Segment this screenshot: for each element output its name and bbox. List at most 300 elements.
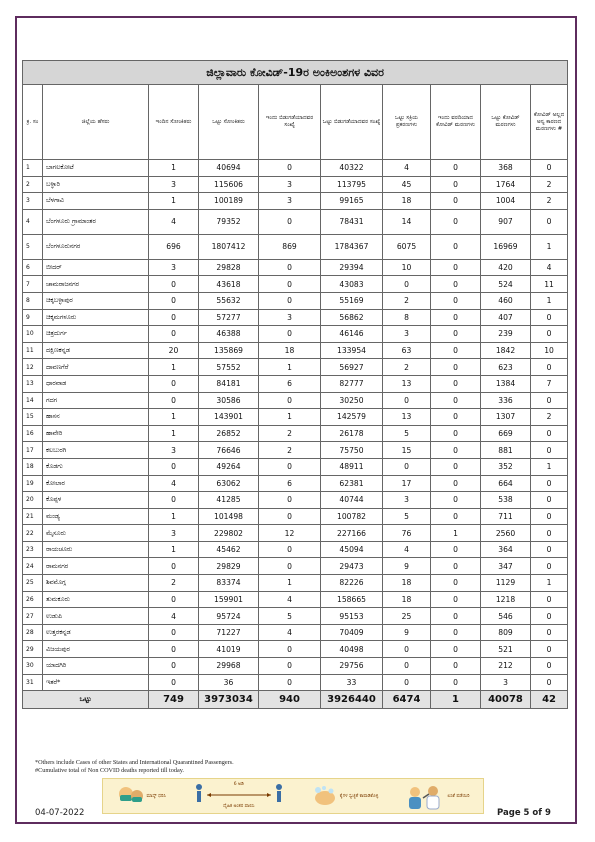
row-today-discharged: 0 xyxy=(259,674,321,691)
row-non-covid-deaths: 0 xyxy=(531,674,568,691)
table-row xyxy=(23,575,568,592)
row-sl: 9 xyxy=(23,309,43,326)
row-total-deaths: 407 xyxy=(481,309,531,326)
row-district: ಚಾಮರಾಜನಗರ xyxy=(43,276,149,293)
row-total-discharged: 99165 xyxy=(321,193,383,210)
row-active-cases: 18 xyxy=(383,193,431,210)
total-row xyxy=(23,691,568,709)
row-today-cases: 3 xyxy=(149,525,199,542)
row-total-cases: 84181 xyxy=(199,375,259,392)
table-row xyxy=(23,508,568,525)
row-today-cases: 3 xyxy=(149,259,199,276)
row-sl: 4 xyxy=(23,209,43,234)
row-active-cases: 0 xyxy=(383,458,431,475)
row-total-deaths: 1384 xyxy=(481,375,531,392)
row-today-deaths: 0 xyxy=(431,326,481,343)
row-today-deaths: 0 xyxy=(431,276,481,293)
total-today-deaths: 1 xyxy=(431,691,481,709)
row-total-discharged: 40498 xyxy=(321,641,383,658)
row-total-deaths: 881 xyxy=(481,442,531,459)
row-total-discharged: 29473 xyxy=(321,558,383,575)
row-sl: 8 xyxy=(23,292,43,309)
row-non-covid-deaths: 0 xyxy=(531,475,568,492)
row-sl: 28 xyxy=(23,624,43,641)
row-sl: 21 xyxy=(23,508,43,525)
row-total-discharged: 95153 xyxy=(321,608,383,625)
table-row xyxy=(23,392,568,409)
row-today-discharged: 18 xyxy=(259,342,321,359)
row-district: ದಾವಣಗೆರೆ xyxy=(43,359,149,376)
row-total-deaths: 364 xyxy=(481,541,531,558)
row-active-cases: 10 xyxy=(383,259,431,276)
row-today-cases: 0 xyxy=(149,658,199,675)
row-today-deaths: 0 xyxy=(431,309,481,326)
row-total-cases: 46388 xyxy=(199,326,259,343)
row-district: ಕೊಡಗು xyxy=(43,458,149,475)
table-row xyxy=(23,608,568,625)
row-total-deaths: 711 xyxy=(481,508,531,525)
district-stats-table xyxy=(22,60,568,709)
row-total-cases: 76646 xyxy=(199,442,259,459)
row-total-discharged: 56862 xyxy=(321,309,383,326)
row-today-discharged: 5 xyxy=(259,608,321,625)
row-total-deaths: 1307 xyxy=(481,409,531,426)
header-active-cases: ಒಟ್ಟು ಸಕ್ರಿಯ ಪ್ರಕರಣಗಳು xyxy=(383,85,431,160)
row-today-cases: 0 xyxy=(149,326,199,343)
row-district: ದಕ್ಷಿಣಕನ್ನಡ xyxy=(43,342,149,359)
table-row xyxy=(23,641,568,658)
table-row xyxy=(23,425,568,442)
row-today-discharged: 1 xyxy=(259,359,321,376)
row-non-covid-deaths: 0 xyxy=(531,392,568,409)
row-today-deaths: 0 xyxy=(431,425,481,442)
row-today-cases: 0 xyxy=(149,392,199,409)
table-row xyxy=(23,292,568,309)
row-today-cases: 0 xyxy=(149,591,199,608)
row-total-discharged: 29394 xyxy=(321,259,383,276)
row-total-deaths: 907 xyxy=(481,209,531,234)
row-total-discharged: 29756 xyxy=(321,658,383,675)
row-total-cases: 29828 xyxy=(199,259,259,276)
row-today-cases: 3 xyxy=(149,176,199,193)
row-total-cases: 57277 xyxy=(199,309,259,326)
table-row xyxy=(23,658,568,675)
row-active-cases: 13 xyxy=(383,375,431,392)
table-row xyxy=(23,541,568,558)
row-total-cases: 229802 xyxy=(199,525,259,542)
row-today-deaths: 0 xyxy=(431,624,481,641)
table-row xyxy=(23,475,568,492)
row-today-discharged: 12 xyxy=(259,525,321,542)
row-non-covid-deaths: 0 xyxy=(531,641,568,658)
banner-hands xyxy=(312,784,379,808)
row-total-cases: 45462 xyxy=(199,541,259,558)
row-today-deaths: 0 xyxy=(431,458,481,475)
row-active-cases: 0 xyxy=(383,276,431,293)
row-total-deaths: 368 xyxy=(481,160,531,177)
table-row xyxy=(23,209,568,234)
row-today-deaths: 0 xyxy=(431,591,481,608)
header-non-covid-deaths: ಕೋವಿಡ್ ಅಲ್ಲದ ಅನ್ಯ ಕಾರಣದ ಮರಣಗಳು # xyxy=(531,85,568,160)
row-total-cases: 71227 xyxy=(199,624,259,641)
row-non-covid-deaths: 0 xyxy=(531,624,568,641)
row-today-discharged: 4 xyxy=(259,591,321,608)
row-active-cases: 25 xyxy=(383,608,431,625)
row-total-discharged: 40322 xyxy=(321,160,383,177)
row-active-cases: 4 xyxy=(383,541,431,558)
row-total-discharged: 227166 xyxy=(321,525,383,542)
row-total-discharged: 55169 xyxy=(321,292,383,309)
row-today-deaths: 0 xyxy=(431,608,481,625)
row-today-deaths: 0 xyxy=(431,193,481,210)
row-non-covid-deaths: 0 xyxy=(531,508,568,525)
row-district: ಧಾರವಾಡ xyxy=(43,375,149,392)
awareness-banner xyxy=(102,778,484,814)
row-total-discharged: 113795 xyxy=(321,176,383,193)
row-today-discharged: 0 xyxy=(259,658,321,675)
row-district: ಬಾಗಲಕೋಟೆ xyxy=(43,160,149,177)
row-today-deaths: 0 xyxy=(431,558,481,575)
row-total-cases: 41285 xyxy=(199,492,259,509)
row-active-cases: 2 xyxy=(383,359,431,376)
header-today-discharged: ಇಂದು ಬಿಡುಗಡೆಯಾದವರ ಸಂಖ್ಯೆ xyxy=(259,85,321,160)
row-sl: 19 xyxy=(23,475,43,492)
row-non-covid-deaths: 2 xyxy=(531,176,568,193)
row-non-covid-deaths: 0 xyxy=(531,525,568,542)
row-total-cases: 29968 xyxy=(199,658,259,675)
row-active-cases: 3 xyxy=(383,492,431,509)
header-row xyxy=(23,85,568,160)
table-row xyxy=(23,309,568,326)
row-total-discharged: 26178 xyxy=(321,425,383,442)
row-active-cases: 13 xyxy=(383,409,431,426)
row-today-deaths: 0 xyxy=(431,575,481,592)
row-sl: 10 xyxy=(23,326,43,343)
row-total-discharged: 56927 xyxy=(321,359,383,376)
row-sl: 12 xyxy=(23,359,43,376)
row-sl: 23 xyxy=(23,541,43,558)
row-today-cases: 1 xyxy=(149,409,199,426)
row-active-cases: 0 xyxy=(383,674,431,691)
table-row xyxy=(23,160,568,177)
banner-vaccine-text: ಲಸಿಕೆ ಪಡೆಯಿರಿ xyxy=(447,794,470,799)
row-non-covid-deaths: 0 xyxy=(531,658,568,675)
row-district: ಬಳ್ಳಾರಿ xyxy=(43,176,149,193)
row-sl: 16 xyxy=(23,425,43,442)
row-total-discharged: 40744 xyxy=(321,492,383,509)
table-row xyxy=(23,674,568,691)
row-today-deaths: 0 xyxy=(431,375,481,392)
footnote-non-covid: #Cumulative total of Non COVID deaths reported till today. xyxy=(35,767,184,774)
row-total-cases: 36 xyxy=(199,674,259,691)
row-sl: 29 xyxy=(23,641,43,658)
table-row xyxy=(23,276,568,293)
row-active-cases: 4 xyxy=(383,160,431,177)
row-total-deaths: 669 xyxy=(481,425,531,442)
row-sl: 25 xyxy=(23,575,43,592)
row-non-covid-deaths: 0 xyxy=(531,591,568,608)
banner-distance xyxy=(193,783,285,809)
table-row xyxy=(23,176,568,193)
row-today-deaths: 0 xyxy=(431,359,481,376)
total-total-discharged: 3926440 xyxy=(321,691,383,709)
row-today-deaths: 0 xyxy=(431,234,481,259)
header-sl: ಕ್ರ. ಸಂ xyxy=(23,85,43,160)
table-row xyxy=(23,259,568,276)
row-non-covid-deaths: 0 xyxy=(531,326,568,343)
row-today-discharged: 0 xyxy=(259,292,321,309)
row-today-discharged: 1 xyxy=(259,575,321,592)
row-today-cases: 0 xyxy=(149,309,199,326)
row-today-discharged: 0 xyxy=(259,541,321,558)
row-today-discharged: 2 xyxy=(259,425,321,442)
row-total-cases: 26852 xyxy=(199,425,259,442)
row-total-discharged: 33 xyxy=(321,674,383,691)
row-total-cases: 95724 xyxy=(199,608,259,625)
row-sl: 18 xyxy=(23,458,43,475)
row-district: ಚಿಕ್ಕಮಗಳೂರು xyxy=(43,309,149,326)
page-indicator xyxy=(497,808,551,818)
header-total-discharged: ಒಟ್ಟು ಬಿಡುಗಡೆಯಾದವರ ಸಂಖ್ಯೆ xyxy=(321,85,383,160)
row-today-cases: 4 xyxy=(149,475,199,492)
table-row xyxy=(23,375,568,392)
table-row xyxy=(23,359,568,376)
row-active-cases: 17 xyxy=(383,475,431,492)
row-sl: 11 xyxy=(23,342,43,359)
row-total-deaths: 809 xyxy=(481,624,531,641)
row-non-covid-deaths: 1 xyxy=(531,458,568,475)
row-total-discharged: 82226 xyxy=(321,575,383,592)
row-total-cases: 55632 xyxy=(199,292,259,309)
row-non-covid-deaths: 1 xyxy=(531,292,568,309)
row-district: ಚಿತ್ರದುರ್ಗ xyxy=(43,326,149,343)
row-district: ರಾಮನಗರ xyxy=(43,558,149,575)
row-total-discharged: 75750 xyxy=(321,442,383,459)
row-today-cases: 0 xyxy=(149,674,199,691)
row-total-discharged: 142579 xyxy=(321,409,383,426)
row-total-discharged: 30250 xyxy=(321,392,383,409)
table-row xyxy=(23,558,568,575)
total-today-discharged: 940 xyxy=(259,691,321,709)
row-district: ಶಿವಮೊಗ್ಗ xyxy=(43,575,149,592)
row-today-cases: 0 xyxy=(149,641,199,658)
row-district: ಬೆಂಗಳೂರುನಗರ xyxy=(43,234,149,259)
row-district: ರಾಯಚೂರು xyxy=(43,541,149,558)
row-district: ಕೊಪ್ಪಳ xyxy=(43,492,149,509)
table-row xyxy=(23,442,568,459)
row-active-cases: 45 xyxy=(383,176,431,193)
row-today-cases: 4 xyxy=(149,608,199,625)
row-today-deaths: 0 xyxy=(431,259,481,276)
row-sl: 27 xyxy=(23,608,43,625)
row-active-cases: 63 xyxy=(383,342,431,359)
row-total-cases: 41019 xyxy=(199,641,259,658)
row-district: ಬೀದರ್ xyxy=(43,259,149,276)
vaccine-icon xyxy=(405,782,445,810)
row-non-covid-deaths: 2 xyxy=(531,409,568,426)
row-today-deaths: 0 xyxy=(431,674,481,691)
row-today-discharged: 0 xyxy=(259,326,321,343)
row-sl: 22 xyxy=(23,525,43,542)
table-row xyxy=(23,342,568,359)
row-today-deaths: 0 xyxy=(431,492,481,509)
row-total-deaths: 1764 xyxy=(481,176,531,193)
row-total-discharged: 158665 xyxy=(321,591,383,608)
row-active-cases: 14 xyxy=(383,209,431,234)
row-total-cases: 115606 xyxy=(199,176,259,193)
row-district: ಬೆಳಗಾವಿ xyxy=(43,193,149,210)
page-mid: of xyxy=(529,808,545,818)
row-active-cases: 76 xyxy=(383,525,431,542)
row-district: ಯಾದಗಿರಿ xyxy=(43,658,149,675)
row-total-discharged: 43083 xyxy=(321,276,383,293)
row-today-discharged: 0 xyxy=(259,458,321,475)
row-today-discharged: 0 xyxy=(259,558,321,575)
row-active-cases: 0 xyxy=(383,392,431,409)
row-today-discharged: 2 xyxy=(259,442,321,459)
table-row xyxy=(23,591,568,608)
row-total-discharged: 82777 xyxy=(321,375,383,392)
row-district: ವಿಜಯಪುರ xyxy=(43,641,149,658)
row-sl: 7 xyxy=(23,276,43,293)
row-district: ಹಾಸನ xyxy=(43,409,149,426)
row-total-deaths: 546 xyxy=(481,608,531,625)
row-today-discharged: 869 xyxy=(259,234,321,259)
row-total-deaths: 1129 xyxy=(481,575,531,592)
row-sl: 2 xyxy=(23,176,43,193)
row-total-cases: 79352 xyxy=(199,209,259,234)
row-non-covid-deaths: 0 xyxy=(531,209,568,234)
row-total-discharged: 70409 xyxy=(321,624,383,641)
page-total: 9 xyxy=(544,808,551,818)
row-today-cases: 0 xyxy=(149,458,199,475)
page-prefix: Page xyxy=(497,808,524,818)
row-today-deaths: 0 xyxy=(431,508,481,525)
footnotes xyxy=(35,759,234,775)
row-total-deaths: 524 xyxy=(481,276,531,293)
row-sl: 26 xyxy=(23,591,43,608)
row-active-cases: 5 xyxy=(383,508,431,525)
row-active-cases: 0 xyxy=(383,641,431,658)
row-today-cases: 3 xyxy=(149,442,199,459)
row-sl: 13 xyxy=(23,375,43,392)
row-today-cases: 0 xyxy=(149,558,199,575)
banner-mask xyxy=(117,783,166,809)
total-total-cases: 3973034 xyxy=(199,691,259,709)
row-district: ಮೈಸೂರು xyxy=(43,525,149,542)
row-today-discharged: 0 xyxy=(259,492,321,509)
row-active-cases: 0 xyxy=(383,658,431,675)
table-body xyxy=(23,160,568,691)
table-row xyxy=(23,458,568,475)
row-total-cases: 101498 xyxy=(199,508,259,525)
row-total-deaths: 16969 xyxy=(481,234,531,259)
total-label: ಒಟ್ಟು xyxy=(23,691,149,709)
row-today-cases: 696 xyxy=(149,234,199,259)
row-today-deaths: 0 xyxy=(431,475,481,492)
row-total-deaths: 3 xyxy=(481,674,531,691)
table-row xyxy=(23,409,568,426)
row-total-deaths: 352 xyxy=(481,458,531,475)
row-today-cases: 1 xyxy=(149,193,199,210)
row-sl: 5 xyxy=(23,234,43,259)
table-row xyxy=(23,525,568,542)
table-row xyxy=(23,326,568,343)
row-total-cases: 63062 xyxy=(199,475,259,492)
row-today-cases: 2 xyxy=(149,575,199,592)
row-total-cases: 1807412 xyxy=(199,234,259,259)
row-active-cases: 9 xyxy=(383,624,431,641)
row-today-deaths: 0 xyxy=(431,541,481,558)
row-sl: 3 xyxy=(23,193,43,210)
row-non-covid-deaths: 0 xyxy=(531,359,568,376)
row-total-cases: 83374 xyxy=(199,575,259,592)
row-sl: 24 xyxy=(23,558,43,575)
row-today-cases: 1 xyxy=(149,541,199,558)
row-today-deaths: 0 xyxy=(431,342,481,359)
table-row xyxy=(23,193,568,210)
row-total-deaths: 239 xyxy=(481,326,531,343)
row-today-deaths: 0 xyxy=(431,176,481,193)
row-today-deaths: 0 xyxy=(431,658,481,675)
row-today-cases: 0 xyxy=(149,624,199,641)
row-active-cases: 2 xyxy=(383,292,431,309)
row-today-discharged: 0 xyxy=(259,392,321,409)
row-today-deaths: 0 xyxy=(431,392,481,409)
table-row xyxy=(23,492,568,509)
row-sl: 30 xyxy=(23,658,43,675)
row-total-cases: 43618 xyxy=(199,276,259,293)
row-today-discharged: 1 xyxy=(259,409,321,426)
row-sl: 15 xyxy=(23,409,43,426)
row-district: ಮಂಡ್ಯ xyxy=(43,508,149,525)
row-active-cases: 5 xyxy=(383,425,431,442)
footnote-others: *Others include Cases of other States and International Quarantined Passengers. xyxy=(35,759,234,766)
row-today-discharged: 0 xyxy=(259,276,321,293)
mask-face-icon xyxy=(117,783,145,809)
row-sl: 17 xyxy=(23,442,43,459)
row-today-discharged: 0 xyxy=(259,209,321,234)
row-district: ಉಡುಪಿ xyxy=(43,608,149,625)
row-today-discharged: 4 xyxy=(259,624,321,641)
total-total-deaths: 40078 xyxy=(481,691,531,709)
row-total-discharged: 45094 xyxy=(321,541,383,558)
header-today-deaths: ಇಂದು ವರದಿಯಾದ ಕೋವಿಡ್ ಮರಣಗಳು xyxy=(431,85,481,160)
row-total-cases: 100189 xyxy=(199,193,259,210)
row-district: ಚಿಕ್ಕಬಳ್ಳಾಪುರ xyxy=(43,292,149,309)
row-sl: 1 xyxy=(23,160,43,177)
row-total-deaths: 460 xyxy=(481,292,531,309)
row-total-deaths: 1004 xyxy=(481,193,531,210)
row-non-covid-deaths: 1 xyxy=(531,234,568,259)
row-total-deaths: 623 xyxy=(481,359,531,376)
row-today-discharged: 0 xyxy=(259,259,321,276)
row-active-cases: 8 xyxy=(383,309,431,326)
row-today-cases: 1 xyxy=(149,160,199,177)
row-non-covid-deaths: 0 xyxy=(531,608,568,625)
row-today-deaths: 0 xyxy=(431,641,481,658)
total-non-covid-deaths: 42 xyxy=(531,691,568,709)
row-total-deaths: 347 xyxy=(481,558,531,575)
row-active-cases: 9 xyxy=(383,558,431,575)
table-row xyxy=(23,234,568,259)
row-non-covid-deaths: 4 xyxy=(531,259,568,276)
row-district: ಇತರೆ* xyxy=(43,674,149,691)
row-total-deaths: 538 xyxy=(481,492,531,509)
row-total-deaths: 420 xyxy=(481,259,531,276)
row-sl: 6 xyxy=(23,259,43,276)
row-total-discharged: 78431 xyxy=(321,209,383,234)
